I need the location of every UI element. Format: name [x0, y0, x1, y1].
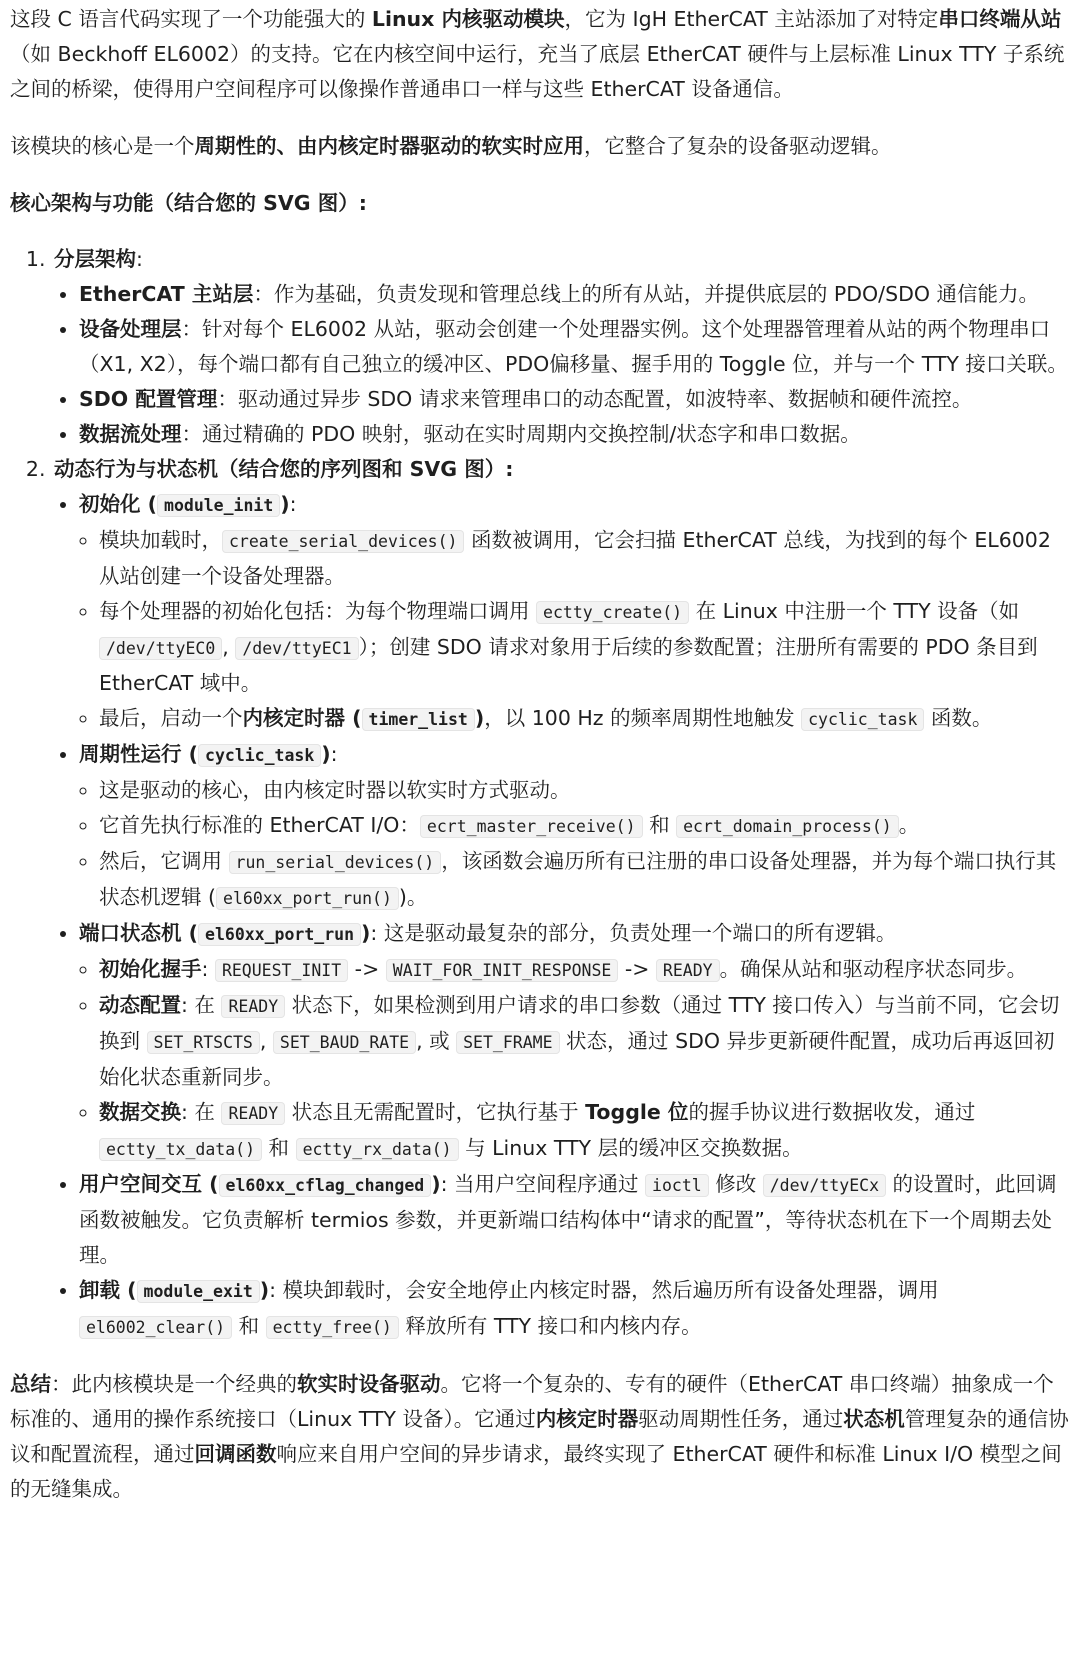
text: 在 Linux 中注册一个 TTY 设备（如	[689, 599, 1020, 623]
summary-paragraph	[10, 1367, 1070, 1507]
text: 管理复杂的通信协议和配置流程，通过	[10, 1407, 1069, 1466]
sub-sub-list	[79, 952, 1070, 1167]
list-item	[99, 773, 1070, 808]
text: 这是驱动的核心，由内核定时器以软实时方式驱动。	[99, 778, 571, 802]
inline-code: /dev/ttyEC0	[99, 637, 222, 660]
text: :	[201, 957, 215, 981]
text: 周期性运行 (	[79, 742, 199, 766]
sub-sub-list	[79, 523, 1070, 737]
bold-text: 数据交换	[99, 1100, 181, 1124]
text: :	[330, 742, 338, 766]
inline-code: module_init	[157, 494, 280, 517]
inline-code: el60xx_port_run	[198, 923, 361, 946]
text: : 在	[181, 993, 222, 1017]
text: 端口状态机 (	[79, 921, 199, 945]
text: ，该函数会遍历所有已注册的串口设备处理器，并为每个端口执行其状态机逻辑 (	[99, 849, 1057, 909]
list-item-init	[79, 487, 1070, 737]
text: 与 Linux TTY 层的缓冲区交换数据。	[458, 1136, 803, 1160]
text: )	[474, 706, 485, 730]
text: 内核定时器 (	[242, 706, 362, 730]
text: 释放所有 TTY 接口和内核内存。	[398, 1314, 702, 1338]
bold-text: 内核定时器	[535, 1407, 639, 1431]
inline-code: el60xx_cflag_changed	[219, 1174, 432, 1197]
bold-text: SDO 配置管理	[79, 387, 218, 411]
inline-code: cyclic_task	[198, 744, 321, 767]
bold-text	[79, 742, 331, 766]
text: ）；创建 SDO 请求对象用于后续的参数配置；注册所有需要的 PDO 条目到 EtherCAT 域中。	[99, 635, 1038, 695]
list-item-layered-architecture	[52, 242, 1070, 452]
list-item	[99, 844, 1070, 916]
bold-text	[79, 492, 290, 516]
section-heading	[10, 186, 1070, 221]
text: 用户空间交互 (	[79, 1172, 219, 1196]
list-item	[99, 701, 1070, 737]
text: 该模块的核心是一个	[10, 134, 195, 158]
inline-code: ecrt_master_receive()	[420, 815, 643, 838]
text: , 或	[416, 1029, 457, 1053]
text: ,	[259, 1029, 273, 1053]
text: 的握手协议进行数据收发，通过	[688, 1100, 976, 1124]
bold-text: Toggle 位	[585, 1100, 689, 1124]
inline-code: el60xx_port_run()	[216, 887, 399, 910]
bold-text: 核心架构与功能（结合您的 SVG 图）:	[10, 191, 367, 215]
text: ，以 100 Hz 的频率周期性地触发	[484, 706, 802, 730]
text: :	[136, 247, 143, 271]
bold-text: 串口终端从站	[938, 7, 1062, 31]
text: ,	[222, 635, 236, 659]
list-item	[99, 952, 1070, 988]
bold-text: 初始化握手	[99, 957, 202, 981]
bold-text	[79, 921, 370, 945]
inline-code: READY	[221, 995, 285, 1018]
text: 函数被调用，它会扫描 EtherCAT 总线，为找到的每个 EL6002 从站创建一个设备处理器。	[99, 528, 1051, 588]
text: 。	[898, 813, 920, 837]
text: 这段 C 语言代码实现了一个功能强大的	[10, 7, 372, 31]
bold-text: 软实时设备驱动	[297, 1372, 441, 1396]
text: 修改	[708, 1172, 763, 1196]
item-title: 动态行为与状态机（结合您的序列图和 SVG 图）:	[54, 457, 514, 481]
inline-code: module_exit	[137, 1280, 260, 1303]
text: ，它整合了复杂的设备驱动逻辑。	[584, 134, 892, 158]
text: 状态下，如果检测到用户请求的串口参数（通过 TTY 接口传入）与当前不同，它会切换到	[99, 993, 1060, 1053]
bold-text: 回调函数	[194, 1442, 277, 1466]
inline-code: /dev/ttyEC1	[235, 637, 358, 660]
list-item	[99, 1095, 1070, 1167]
text: ：针对每个 EL6002 从站，驱动会创建一个处理器实例。这个处理器管理着从站的两个物理串口（X1, X2），每个端口都有自己独立的缓冲区、PDO偏移量、握手用的 Toggle 位，并与一个 TTY 接口关联。	[79, 317, 1068, 376]
bold-text	[243, 706, 485, 730]
text: )	[361, 921, 371, 945]
inline-code: ectty_tx_data()	[99, 1138, 262, 1161]
text: 和	[262, 1136, 296, 1160]
bold-text: 总结	[10, 1372, 51, 1396]
text: )	[321, 742, 331, 766]
inline-code: WAIT_FOR_INIT_RESPONSE	[386, 959, 619, 982]
inline-code: ioctl	[645, 1174, 709, 1197]
core-paragraph	[10, 129, 1070, 164]
text: ->	[618, 957, 656, 981]
sub-list	[54, 277, 1070, 452]
inline-code: el6002_clear()	[79, 1316, 232, 1339]
inline-code: ectty_free()	[266, 1316, 399, 1339]
text: 驱动周期性任务，通过	[638, 1407, 844, 1431]
text: 状态且无需配置时，它执行基于	[285, 1100, 586, 1124]
inline-code: run_serial_devices()	[229, 851, 442, 874]
text: （如 Beckhoff EL6002）的支持。它在内核空间中运行，充当了底层 EtherCAT 硬件与上层标准 Linux TTY 子系统之间的桥梁，使得用户空间程序可以像操作普通串口一样与这些 EtherCAT 设备通信。	[10, 42, 1065, 101]
text: ->	[348, 957, 386, 981]
inline-code: cyclic_task	[801, 708, 924, 731]
text: )。	[398, 885, 428, 909]
main-list	[10, 242, 1070, 1345]
intro-paragraph	[10, 2, 1070, 107]
list-item-dynamic-behavior	[52, 452, 1070, 1345]
text: )	[280, 492, 290, 516]
text: 函数。	[924, 706, 993, 730]
bold-text	[79, 1278, 269, 1302]
text: : 当用户空间程序通过	[440, 1172, 646, 1196]
list-item	[99, 808, 1070, 844]
list-item	[99, 523, 1070, 594]
list-item-port-state-machine	[79, 916, 1070, 1167]
text: )	[431, 1172, 441, 1196]
bold-text: 设备处理层	[79, 317, 182, 341]
text: 它首先执行标准的 EtherCAT I/O：	[99, 813, 420, 837]
text: 响应来自用户空间的异步请求，最终实现了 EtherCAT 硬件和标准 Linux I/O 模型之间的无缝集成。	[10, 1442, 1062, 1501]
inline-code: READY	[221, 1102, 285, 1125]
list-item-user-space	[79, 1167, 1070, 1273]
text: :	[289, 492, 297, 516]
text: 和	[232, 1314, 266, 1338]
text: 状态，通过 SDO 异步更新硬件配置，成功后再返回初始化状态重新同步。	[99, 1029, 1055, 1089]
text: 然后，它调用	[99, 849, 229, 873]
text: : 模块卸载时，会安全地停止内核定时器，然后遍历所有设备处理器，调用	[269, 1278, 939, 1302]
text: 模块加载时，	[99, 528, 222, 552]
bold-text: 动态配置	[99, 993, 181, 1017]
bold-text: 数据流处理	[79, 422, 182, 446]
list-item-cyclic	[79, 737, 1070, 916]
text: ，它为 IgH EtherCAT 主站添加了对特定	[564, 7, 939, 31]
item-title: 分层架构	[54, 247, 136, 271]
text: 最后，启动一个	[99, 706, 243, 730]
inline-code: create_serial_devices()	[222, 530, 464, 553]
text: ：此内核模块是一个经典的	[51, 1372, 297, 1396]
list-item-unload	[79, 1273, 1070, 1345]
list-item	[79, 382, 1070, 417]
inline-code: SET_BAUD_RATE	[273, 1031, 416, 1054]
bold-text: EtherCAT 主站层	[79, 282, 254, 306]
inline-code: /dev/ttyECx	[763, 1174, 886, 1197]
list-item	[99, 988, 1070, 1095]
sub-list	[54, 487, 1070, 1345]
bold-text	[79, 1172, 441, 1196]
text: 每个处理器的初始化包括：为每个物理端口调用	[99, 599, 537, 623]
text: 的设置时，此回调函数被触发。它负责解析 termios 参数，并更新端口结构体中“请求的配置”，等待状态机在下一个周期去处理。	[79, 1172, 1057, 1267]
inline-code: timer_list	[362, 708, 475, 731]
text: )	[259, 1278, 270, 1302]
list-item	[79, 277, 1070, 312]
bold-text: 状态机	[843, 1407, 905, 1431]
text: 和	[642, 813, 677, 837]
text: ：驱动通过异步 SDO 请求来管理串口的动态配置，如波特率、数据帧和硬件流控。	[217, 387, 973, 411]
text: 。它将一个复杂的、专有的硬件（EtherCAT 串口终端）抽象成一个标准的、通用的操作系统接口（Linux TTY 设备）。它通过	[10, 1372, 1054, 1431]
text: ：通过精确的 PDO 映射，驱动在实时周期内交换控制/状态字和串口数据。	[181, 422, 861, 446]
inline-code: REQUEST_INIT	[215, 959, 348, 982]
inline-code: ectty_create()	[536, 601, 689, 624]
list-item	[79, 417, 1070, 452]
text: 初始化 (	[79, 492, 158, 516]
inline-code: SET_FRAME	[456, 1031, 559, 1054]
bold-text: Linux 内核驱动模块	[371, 7, 565, 31]
list-item	[99, 594, 1070, 701]
text: : 在	[181, 1100, 222, 1124]
text: : 这是驱动最复杂的部分，负责处理一个端口的所有逻辑。	[370, 921, 897, 945]
text: 。确保从站和驱动程序状态同步。	[719, 957, 1028, 981]
inline-code: SET_RTSCTS	[147, 1031, 260, 1054]
inline-code: READY	[656, 959, 720, 982]
inline-code: ectty_rx_data()	[296, 1138, 459, 1161]
document	[0, 2, 1080, 1507]
sub-sub-list	[79, 773, 1070, 916]
inline-code: ecrt_domain_process()	[676, 815, 899, 838]
text: 卸载 (	[79, 1278, 137, 1302]
text: ：作为基础，负责发现和管理总线上的所有从站，并提供底层的 PDO/SDO 通信能力。	[253, 282, 1040, 306]
list-item	[79, 312, 1070, 382]
bold-text: 周期性的、由内核定时器驱动的软实时应用	[194, 134, 584, 158]
